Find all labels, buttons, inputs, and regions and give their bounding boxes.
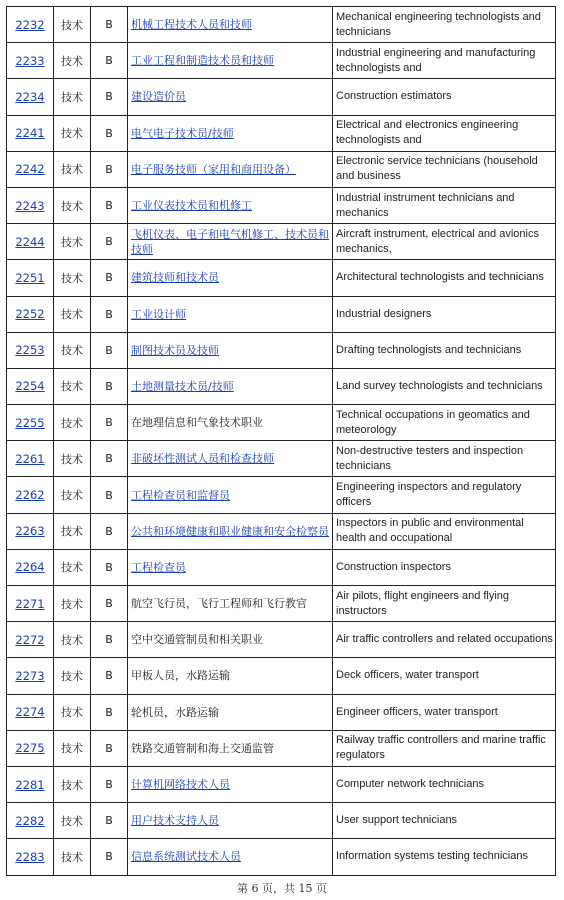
english-title: Computer network technicians [333, 766, 556, 802]
table-row [7, 477, 556, 513]
english-title: Industrial designers [333, 296, 556, 332]
code-cell [7, 7, 54, 43]
occupation-code-link[interactable]: 2282 [15, 813, 45, 828]
chinese-title-link[interactable]: 建设造价员 [128, 79, 333, 115]
code-cell [7, 549, 54, 585]
chinese-title-link[interactable]: 工业工程和制造技术员和技师 [128, 43, 333, 79]
table-row [7, 332, 556, 368]
english-title: Electrical and electronics engineering technologists and [333, 115, 556, 151]
chinese-title-link[interactable]: 土地测量技术员/技师 [128, 368, 333, 404]
chinese-title-link[interactable]: 工程检查员 [128, 549, 333, 585]
chinese-title-link[interactable]: 工业设计师 [128, 296, 333, 332]
table-row [7, 730, 556, 766]
skill-level-cell: B [91, 549, 128, 585]
code-cell [7, 296, 54, 332]
chinese-title: 铁路交通管制和海上交通监管 [128, 730, 333, 766]
table-row [7, 296, 556, 332]
occupation-code-link[interactable]: 2251 [15, 270, 45, 285]
skill-level-cell: B [91, 151, 128, 187]
english-title: Railway traffic controllers and marine traffic regulators [333, 730, 556, 766]
chinese-title-link[interactable]: 机械工程技术人员和技师 [128, 7, 333, 43]
code-cell [7, 694, 54, 730]
category-cell: 技术 [54, 296, 91, 332]
category-cell: 技术 [54, 224, 91, 260]
english-title: Engineer officers, water transport [333, 694, 556, 730]
table-row [7, 839, 556, 875]
table-row [7, 513, 556, 549]
table-row [7, 766, 556, 802]
occupation-code-link[interactable]: 2255 [15, 415, 45, 430]
skill-level-cell: B [91, 260, 128, 296]
code-cell [7, 622, 54, 658]
code-cell [7, 368, 54, 404]
category-cell: 技术 [54, 766, 91, 802]
occupation-table-body [7, 7, 556, 876]
table-row [7, 549, 556, 585]
english-title: Construction inspectors [333, 549, 556, 585]
table-row [7, 586, 556, 622]
table-row [7, 79, 556, 115]
skill-level-cell: B [91, 187, 128, 223]
code-cell [7, 658, 54, 694]
skill-level-cell: B [91, 658, 128, 694]
category-cell: 技术 [54, 151, 91, 187]
category-cell: 技术 [54, 405, 91, 441]
table-row [7, 7, 556, 43]
english-title: Inspectors in public and environmental health and occupational [333, 513, 556, 549]
skill-level-cell: B [91, 766, 128, 802]
occupation-code-link[interactable]: 2263 [15, 524, 45, 539]
category-cell: 技术 [54, 332, 91, 368]
category-cell: 技术 [54, 658, 91, 694]
skill-level-cell: B [91, 622, 128, 658]
english-title: Land survey technologists and technicians [333, 368, 556, 404]
english-title: Aircraft instrument, electrical and avionics mechanics, [333, 224, 556, 260]
category-cell: 技术 [54, 513, 91, 549]
code-cell [7, 513, 54, 549]
category-cell: 技术 [54, 43, 91, 79]
chinese-title-link[interactable]: 工业仪表技术员和机修工 [128, 187, 333, 223]
occupation-code-link[interactable]: 2233 [15, 53, 45, 68]
skill-level-cell: B [91, 115, 128, 151]
occupation-table [6, 6, 556, 876]
english-title: Air traffic controllers and related occupations [333, 622, 556, 658]
code-cell [7, 224, 54, 260]
code-cell [7, 187, 54, 223]
chinese-title-link[interactable]: 建筑技师和技术员 [128, 260, 333, 296]
table-row [7, 115, 556, 151]
category-cell: 技术 [54, 730, 91, 766]
skill-level-cell: B [91, 224, 128, 260]
page-footer: 第 6 页，共 15 页 [237, 882, 327, 895]
category-cell: 技术 [54, 79, 91, 115]
chinese-title-link[interactable]: 信息系统测试技术人员 [128, 839, 333, 875]
code-cell [7, 43, 54, 79]
occupation-code-link[interactable]: 2274 [15, 705, 45, 720]
chinese-title-link[interactable]: 用户技术支持人员 [128, 803, 333, 839]
occupation-code-link[interactable]: 2243 [15, 198, 45, 213]
english-title: Non-destructive testers and inspection technicians [333, 441, 556, 477]
occupation-code-link[interactable]: 2264 [15, 560, 45, 575]
skill-level-cell: B [91, 368, 128, 404]
code-cell [7, 839, 54, 875]
skill-level-cell: B [91, 803, 128, 839]
english-title: Electronic service technicians (household and business [333, 151, 556, 187]
category-cell: 技术 [54, 549, 91, 585]
code-cell [7, 730, 54, 766]
table-row [7, 803, 556, 839]
occupation-code-link[interactable]: 2252 [15, 307, 45, 322]
category-cell: 技术 [54, 586, 91, 622]
skill-level-cell: B [91, 296, 128, 332]
skill-level-cell: B [91, 730, 128, 766]
english-title: Drafting technologists and technicians [333, 332, 556, 368]
chinese-title-link[interactable]: 电子服务技师（家用和商用设备） [128, 151, 333, 187]
table-row [7, 405, 556, 441]
english-title: Engineering inspectors and regulatory officers [333, 477, 556, 513]
category-cell: 技术 [54, 694, 91, 730]
chinese-title: 航空飞行员，飞行工程师和飞行教官 [128, 586, 333, 622]
chinese-title-link[interactable]: 计算机网络技术人员 [128, 766, 333, 802]
english-title: Industrial engineering and manufacturing technologists and [333, 43, 556, 79]
category-cell: 技术 [54, 187, 91, 223]
code-cell [7, 79, 54, 115]
category-cell: 技术 [54, 7, 91, 43]
occupation-code-link[interactable]: 2283 [15, 849, 45, 864]
occupation-code-link[interactable]: 2275 [15, 741, 45, 756]
code-cell [7, 586, 54, 622]
skill-level-cell: B [91, 839, 128, 875]
category-cell: 技术 [54, 368, 91, 404]
occupation-code-link[interactable]: 2242 [15, 162, 45, 177]
english-title: Air pilots, flight engineers and flying instructors [333, 586, 556, 622]
english-title: Technical occupations in geomatics and meteorology [333, 405, 556, 441]
chinese-title-link[interactable]: 非破坏性测试人员和检查技师 [128, 441, 333, 477]
code-cell [7, 766, 54, 802]
chinese-title-link[interactable]: 公共和环境健康和职业健康和安全检察员 [128, 513, 333, 549]
category-cell: 技术 [54, 803, 91, 839]
skill-level-cell: B [91, 43, 128, 79]
category-cell: 技术 [54, 839, 91, 875]
code-cell [7, 441, 54, 477]
chinese-title-link[interactable]: 制图技术员及技师 [128, 332, 333, 368]
chinese-title-link[interactable]: 电气电子技术员/技师 [128, 115, 333, 151]
occupation-code-link[interactable]: 2273 [15, 668, 45, 683]
table-row [7, 43, 556, 79]
chinese-title: 在地理信息和气象技术职业 [128, 405, 333, 441]
code-cell [7, 260, 54, 296]
occupation-code-link[interactable]: 2261 [15, 451, 45, 466]
code-cell [7, 332, 54, 368]
occupation-code-link[interactable]: 2241 [15, 126, 45, 141]
occupation-code-link[interactable]: 2281 [15, 777, 45, 792]
table-row [7, 151, 556, 187]
chinese-title-link[interactable]: 工程检查员和监督员 [128, 477, 333, 513]
occupation-code-link[interactable]: 2253 [15, 343, 45, 358]
table-row [7, 441, 556, 477]
code-cell [7, 405, 54, 441]
skill-level-cell: B [91, 7, 128, 43]
occupation-code-link[interactable]: 2271 [15, 596, 45, 611]
english-title: Mechanical engineering technologists and technicians [333, 7, 556, 43]
occupation-code-link[interactable]: 2232 [15, 17, 45, 32]
category-cell: 技术 [54, 260, 91, 296]
table-row [7, 658, 556, 694]
code-cell [7, 151, 54, 187]
skill-level-cell: B [91, 694, 128, 730]
skill-level-cell: B [91, 405, 128, 441]
chinese-title: 甲板人员，水路运输 [128, 658, 333, 694]
category-cell: 技术 [54, 477, 91, 513]
skill-level-cell: B [91, 441, 128, 477]
occupation-code-link[interactable]: 2272 [15, 632, 45, 647]
category-cell: 技术 [54, 441, 91, 477]
category-cell: 技术 [54, 622, 91, 658]
english-title: Information systems testing technicians [333, 839, 556, 875]
skill-level-cell: B [91, 477, 128, 513]
occupation-code-link[interactable]: 2234 [15, 89, 45, 104]
english-title: Architectural technologists and technicians [333, 260, 556, 296]
table-row [7, 368, 556, 404]
english-title: Industrial instrument technicians and mechanics [333, 187, 556, 223]
skill-level-cell: B [91, 79, 128, 115]
code-cell [7, 115, 54, 151]
chinese-title: 轮机员，水路运输 [128, 694, 333, 730]
occupation-code-link[interactable]: 2262 [15, 488, 45, 503]
table-row [7, 694, 556, 730]
skill-level-cell: B [91, 513, 128, 549]
occupation-code-link[interactable]: 2254 [15, 379, 45, 394]
chinese-title-link[interactable]: 飞机仪表、电子和电气机修工、技术员和技师 [128, 224, 333, 260]
english-title: Deck officers, water transport [333, 658, 556, 694]
table-row [7, 187, 556, 223]
table-row [7, 622, 556, 658]
english-title: Construction estimators [333, 79, 556, 115]
skill-level-cell: B [91, 586, 128, 622]
occupation-code-link[interactable]: 2244 [15, 234, 45, 249]
table-row [7, 224, 556, 260]
code-cell [7, 803, 54, 839]
chinese-title: 空中交通管制员和相关职业 [128, 622, 333, 658]
code-cell [7, 477, 54, 513]
english-title: User support technicians [333, 803, 556, 839]
skill-level-cell: B [91, 332, 128, 368]
table-row [7, 260, 556, 296]
category-cell: 技术 [54, 115, 91, 151]
